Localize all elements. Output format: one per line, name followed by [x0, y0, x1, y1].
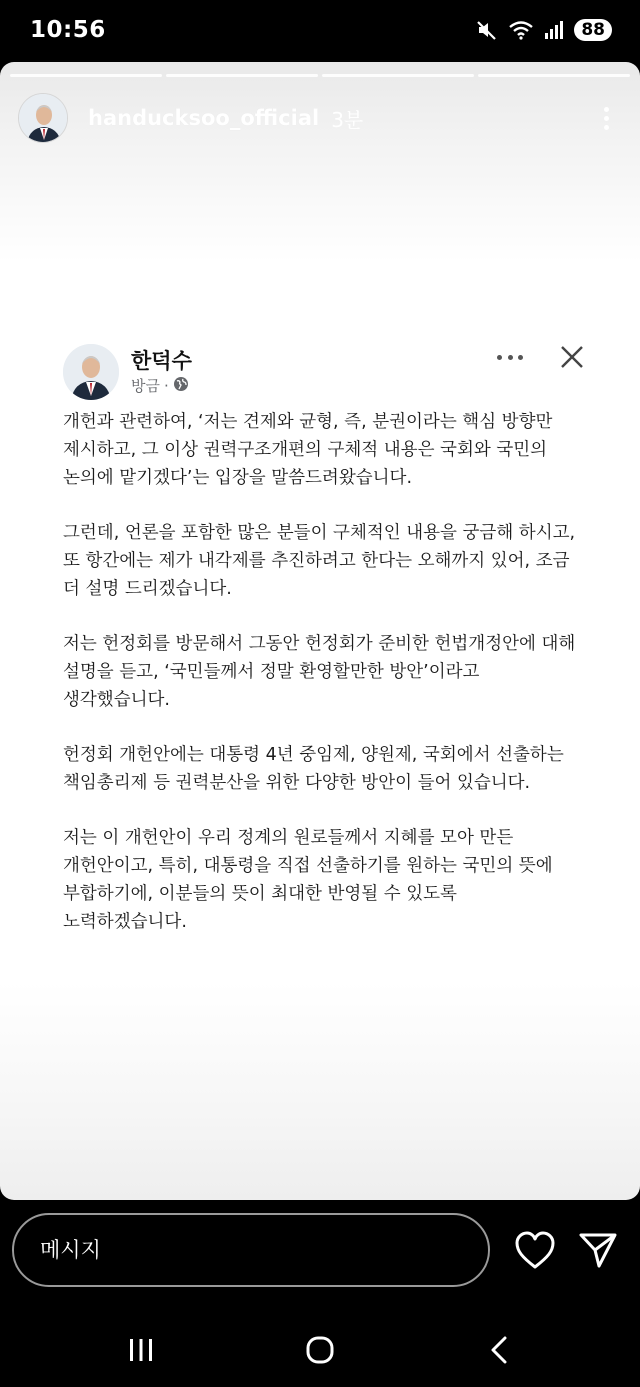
progress-segment [166, 74, 318, 77]
story-card[interactable] [0, 62, 640, 1200]
message-input-container[interactable] [12, 1213, 490, 1287]
recent-apps-icon[interactable] [128, 1338, 154, 1366]
post-meta [131, 375, 189, 396]
back-icon[interactable] [488, 1336, 510, 1368]
post-body [63, 408, 583, 963]
post-more-icon [497, 345, 523, 369]
status-time: 10:56 [30, 17, 106, 43]
globe-icon [173, 376, 189, 396]
post-paragraph: 개헌과 관련하여, ‘저는 견제와 균형, 즉, 분권이라는 핵심 방향만 제시하고, 그 이상 권력구조개편의 구체적 내용은 국회와 국민의 논의에 맡기겠다’는 입장을 말씀드려왔습니다. [63, 412, 553, 488]
story-progress [10, 74, 630, 77]
progress-segment [478, 74, 630, 77]
progress-segment [322, 74, 474, 77]
story-time: 3분 [331, 107, 364, 132]
post-paragraph: 저는 헌정회를 방문해서 그동안 헌정회가 준비한 헌법개정안에 대해 설명을 듣고, ‘국민들께서 정말 환영할만한 방안’이라고 생각했습니다. [63, 634, 576, 710]
close-icon [559, 344, 585, 370]
battery-icon: 88 [574, 19, 612, 41]
post-paragraph: 저는 이 개헌안이 우리 정계의 원로들께서 지혜를 모아 만든 개헌안이고, 특히, 대통령을 직접 선출하기를 원하는 국민의 뜻에 부합하기에, 이분들의 뜻이 최대한 반영될 수 있도록 노력하겠습니다. [63, 828, 553, 932]
story-avatar[interactable] [18, 93, 68, 143]
navigation-bar [0, 1310, 640, 1387]
post-paragraph: 그런데, 언론을 포함한 많은 분들이 구체적인 내용을 궁금해 하시고, 또 항간에는 제가 내각제를 추진하려고 한다는 오해까지 있어, 조금 더 설명 드리겠습니다. [63, 523, 576, 599]
meta-separator: · [163, 376, 169, 395]
post-author: 한덕수 [131, 349, 192, 373]
post-time: 방금 [131, 377, 160, 395]
message-input[interactable] [40, 1238, 488, 1262]
signal-icon [544, 20, 564, 40]
send-icon[interactable] [578, 1230, 618, 1270]
heart-icon[interactable] [514, 1231, 556, 1271]
story-more-icon[interactable] [594, 98, 618, 138]
post-avatar [63, 344, 119, 400]
mute-icon [476, 19, 498, 41]
status-bar [0, 0, 640, 60]
home-icon[interactable] [306, 1336, 334, 1368]
story-username[interactable]: handucksoo_official [88, 106, 320, 130]
story-header [18, 92, 618, 144]
wifi-icon [508, 19, 534, 41]
status-icons [476, 19, 612, 41]
post-paragraph: 헌정회 개헌안에는 대통령 4년 중임제, 양원제, 국회에서 선출하는 책임총리제 등 권력분산을 위한 다양한 방안이 들어 있습니다. [63, 745, 564, 793]
progress-segment [10, 74, 162, 77]
